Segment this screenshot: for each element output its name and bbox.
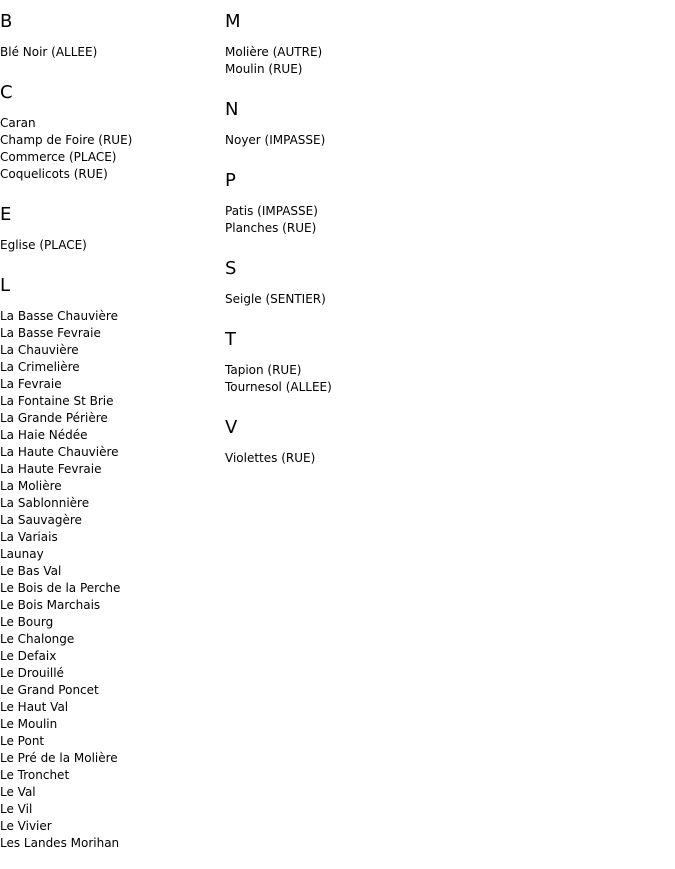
- letter-section: [225, 12, 445, 100]
- street-link[interactable]: Les Landes Morihan: [0, 836, 120, 850]
- street-link[interactable]: Launay: [0, 547, 44, 561]
- street-link[interactable]: Tapion (RUE): [225, 363, 302, 377]
- letter-section: [225, 100, 445, 171]
- street-link[interactable]: Le Bas Val: [0, 564, 62, 578]
- street-link[interactable]: La Variais: [0, 530, 58, 544]
- street-link[interactable]: La Basse Chauvière: [0, 309, 118, 323]
- street-link[interactable]: Le Defaix: [0, 649, 57, 663]
- street-index-right-column: [225, 12, 445, 467]
- street-link[interactable]: Le Bois de la Perche: [0, 581, 121, 595]
- section-letter-heading: S: [225, 258, 237, 279]
- street-link[interactable]: Le Vil: [0, 802, 33, 816]
- street-link[interactable]: La Molière: [0, 479, 62, 493]
- section-letter-heading: N: [225, 99, 239, 120]
- street-link[interactable]: Blé Noir (ALLEE): [0, 45, 98, 59]
- section-letter-heading: P: [225, 170, 236, 191]
- letter-section: [0, 83, 220, 205]
- street-link[interactable]: La Chauvière: [0, 343, 79, 357]
- section-letter-heading: V: [225, 417, 238, 438]
- street-link[interactable]: Caran: [0, 116, 36, 130]
- street-link[interactable]: Molière (AUTRE): [225, 45, 323, 59]
- street-link[interactable]: Le Val: [0, 785, 36, 799]
- section-letter-heading: B: [0, 11, 13, 32]
- street-link[interactable]: Patis (IMPASSE): [225, 204, 318, 218]
- street-link[interactable]: Le Vivier: [0, 819, 52, 833]
- street-link[interactable]: Violettes (RUE): [225, 451, 316, 465]
- street-link[interactable]: Noyer (IMPASSE): [225, 133, 326, 147]
- letter-section: [225, 171, 445, 259]
- street-link[interactable]: La Sablonnière: [0, 496, 90, 510]
- street-link[interactable]: Le Tronchet: [0, 768, 70, 782]
- street-link[interactable]: La Crimelière: [0, 360, 80, 374]
- street-link[interactable]: Planches (RUE): [225, 221, 317, 235]
- street-link[interactable]: Le Haut Val: [0, 700, 69, 714]
- street-link[interactable]: Le Pré de la Molière: [0, 751, 118, 765]
- street-link[interactable]: Champ de Foire (RUE): [0, 133, 133, 147]
- street-link[interactable]: Le Pont: [0, 734, 45, 748]
- street-link[interactable]: Coquelicots (RUE): [0, 167, 108, 181]
- section-letter-heading: C: [0, 82, 13, 103]
- letter-section: [0, 12, 220, 83]
- street-link[interactable]: La Grande Périère: [0, 411, 108, 425]
- letter-section: [0, 205, 220, 276]
- street-index-left-column: [0, 12, 220, 852]
- street-link[interactable]: Le Moulin: [0, 717, 58, 731]
- street-link[interactable]: Moulin (RUE): [225, 62, 303, 76]
- section-letter-heading: L: [0, 275, 11, 296]
- letter-section: [0, 276, 220, 852]
- street-link[interactable]: Seigle (SENTIER): [225, 292, 326, 306]
- street-link[interactable]: Le Grand Poncet: [0, 683, 99, 697]
- street-link[interactable]: Le Chalonge: [0, 632, 75, 646]
- street-link[interactable]: Le Bourg: [0, 615, 54, 629]
- street-link[interactable]: Le Bois Marchais: [0, 598, 101, 612]
- street-link[interactable]: La Sauvagère: [0, 513, 82, 527]
- street-link[interactable]: Commerce (PLACE): [0, 150, 117, 164]
- street-link[interactable]: La Fontaine St Brie: [0, 394, 114, 408]
- street-link[interactable]: La Haie Nédée: [0, 428, 88, 442]
- section-letter-heading: T: [225, 329, 236, 350]
- street-link[interactable]: Le Drouillé: [0, 666, 64, 680]
- section-letter-heading: M: [225, 11, 241, 32]
- street-link[interactable]: La Basse Fevraie: [0, 326, 101, 340]
- letter-section: [225, 259, 445, 330]
- street-link[interactable]: La Fevraie: [0, 377, 62, 391]
- letter-section: [225, 330, 445, 418]
- street-link[interactable]: La Haute Chauvière: [0, 445, 119, 459]
- letter-section: [225, 418, 445, 467]
- street-link[interactable]: Tournesol (ALLEE): [225, 380, 332, 394]
- section-letter-heading: E: [0, 204, 12, 225]
- street-link[interactable]: Eglise (PLACE): [0, 238, 87, 252]
- street-link[interactable]: La Haute Fevraie: [0, 462, 102, 476]
